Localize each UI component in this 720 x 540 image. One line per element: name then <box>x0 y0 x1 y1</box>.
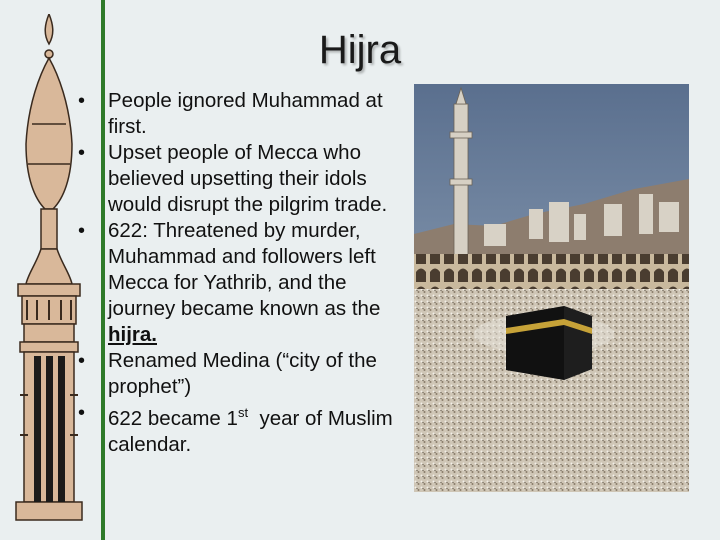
slide-title: Hijra <box>318 28 402 72</box>
bullet-text: year of Muslim calendar. <box>108 406 399 456</box>
bullet-item <box>78 348 398 400</box>
bullet-text: Renamed Medina (“city of the prophet”) <box>108 349 377 398</box>
bullet-item <box>78 218 398 348</box>
kaaba-mecca-photo <box>414 84 689 492</box>
bullet-text: People ignored Muhammad at first. <box>108 89 383 138</box>
bullet-item <box>78 400 398 458</box>
bullet-text: 622: Threatened by murder, Muhammad and followers left Mecca for Yathrib, and the journey became known as the <box>108 219 381 320</box>
bullet-list <box>78 88 398 458</box>
bullet-text: Upset people of Mecca who believed upsetting their idols would disrupt the pilgrim trade. <box>108 141 388 216</box>
ordinal-suffix: st <box>237 405 249 420</box>
hijra-term: hijra. <box>108 323 157 346</box>
bullet-item <box>78 140 398 218</box>
bullet-item <box>78 88 398 140</box>
bullet-text: 622 became 1 <box>108 406 238 430</box>
